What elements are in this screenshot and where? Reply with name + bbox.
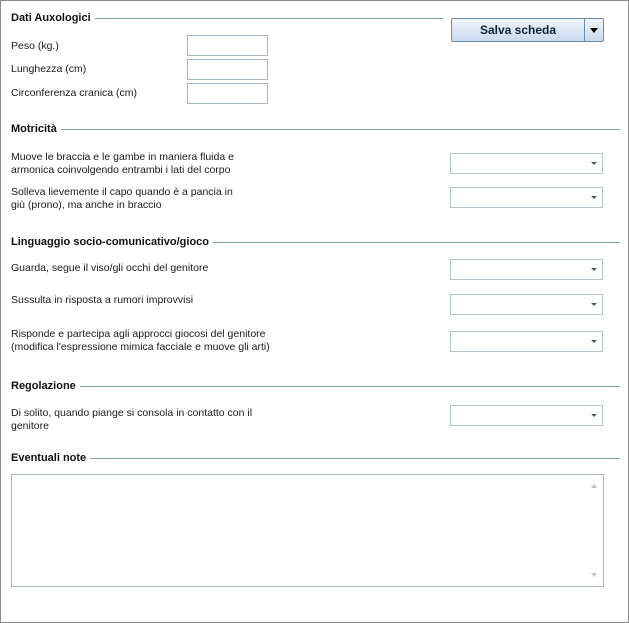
section-header-regulation [11,379,620,393]
scroll-down-icon[interactable] [591,573,597,577]
chevron-down-icon[interactable] [586,154,602,173]
section-header-motor [11,122,620,136]
notes-textarea[interactable] [11,474,604,587]
regulation-item-1-label [11,407,252,433]
motor-item-1-select[interactable] [450,153,603,174]
language-item-1-label [11,262,208,275]
section-title-motor: Motricità [11,123,57,135]
head-circumference-field[interactable] [187,83,268,104]
length-field[interactable] [187,59,268,80]
chevron-down-icon [590,28,598,33]
regulation-item-1-select[interactable] [450,405,603,426]
motor-item-2-select[interactable] [450,187,603,208]
section-divider [95,18,443,19]
head-circumference-label: Circonferenza cranica (cm) [11,87,138,99]
label-line: Risponde e partecipa agli approcci giocosi del genitore [11,328,266,340]
label-line: Solleva lievemente il capo quando è a pancia in [11,186,233,198]
label-line: Di solito, quando piange si consola in contatto con il [11,407,253,419]
chevron-down-icon[interactable] [586,332,602,351]
section-header-language [11,235,620,249]
chevron-down-icon[interactable] [586,188,602,207]
section-divider [213,242,620,243]
chevron-down-icon[interactable] [586,406,602,425]
notes-scrollbar[interactable] [586,475,603,586]
section-title-language: Linguaggio socio-comunicativo/gioco [11,236,210,248]
scroll-up-icon[interactable] [591,484,597,488]
section-divider [90,458,620,459]
save-button[interactable] [451,18,604,42]
label-line: giù (prono), ma anche in braccio [11,199,162,211]
section-title-auxological: Dati Auxologici [11,12,91,24]
save-options-dropdown[interactable] [584,19,603,41]
save-button-label[interactable]: Salva scheda [479,23,557,37]
language-item-2-select[interactable] [450,294,603,315]
label-line: Sussulta in risposta a rumori improvvisi [11,294,194,306]
language-item-3-select[interactable] [450,331,603,352]
section-divider [80,386,620,387]
weight-field[interactable] [187,35,268,56]
label-line: armonica coinvolgendo entrambi i lati del corpo [11,164,231,176]
motor-item-2-label [11,186,233,212]
label-line: (modifica l'espressione mimica facciale e muove gli arti) [11,341,270,353]
language-item-1-select[interactable] [450,259,603,280]
section-header-notes [11,451,620,465]
motor-item-1-label [11,151,234,177]
length-label: Lunghezza (cm) [11,63,87,75]
label-line: Muove le braccia e le gambe in maniera fluida e [11,151,234,163]
label-line: genitore [11,420,49,432]
section-header-auxological [11,11,443,25]
language-item-2-label [11,294,193,307]
language-item-3-label [11,328,270,354]
weight-label: Peso (kg.) [11,40,59,52]
chevron-down-icon[interactable] [586,260,602,279]
section-divider [61,129,620,130]
section-title-regulation: Regolazione [11,380,76,392]
label-line: Guarda, segue il viso/gli occhi del genitore [11,262,209,274]
chevron-down-icon[interactable] [586,295,602,314]
section-title-notes: Eventuali note [11,452,87,464]
